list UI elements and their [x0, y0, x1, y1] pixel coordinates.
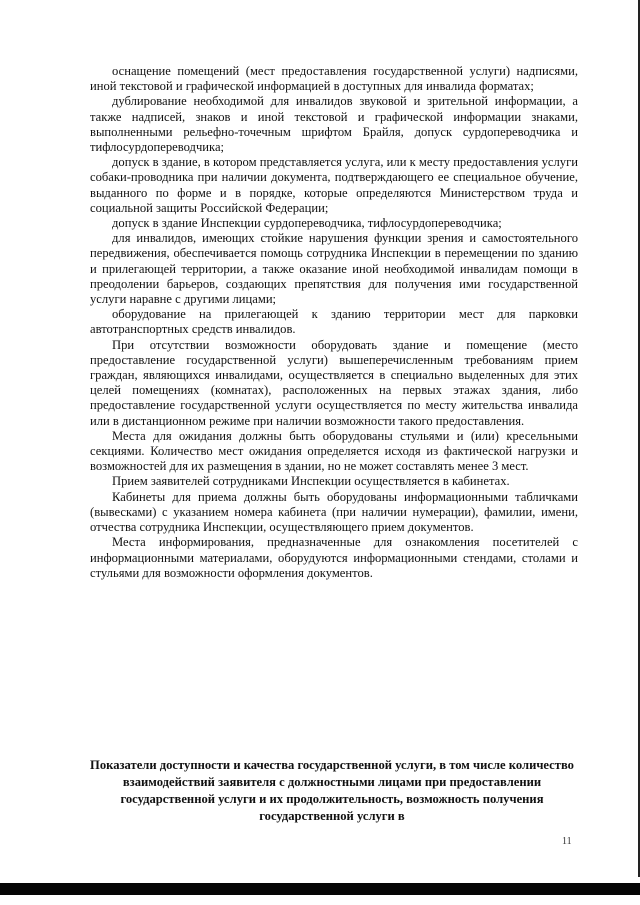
- paragraph: допуск в здание, в котором представляется услуга, или к месту предоставления услуги собаки-проводника при наличии документа, подтверждающего ее специальное обучение, выданного по форме и в порядке, которые определяются Министерством труда и социальной защиты Российской Федерации;: [90, 155, 578, 215]
- paragraph: допуск в здание Инспекции сурдопереводчика, тифлосурдопереводчика;: [112, 216, 502, 231]
- page-number: 11: [562, 836, 572, 847]
- scan-edge-bar: [0, 883, 640, 895]
- paragraph: При отсутствии возможности оборудовать здание и помещение (место предоставление государственной услуги) вышеперечисленным требованиям прием граждан, являющихся инвалидами, осуществляется в специально выделенных для этих целей помещениях (комнатах), расположенных на первых этажах здания, либо предоставление государственной услуги осуществляется по месту жительства инвалида или в дистанционном режиме при наличии возможности такого предоставления.: [90, 337, 578, 428]
- paragraph: оснащение помещений (мест предоставления государственной услуги) надписями, иной текстовой и графической информацией в доступных для инвалида форматах;: [90, 64, 578, 94]
- paragraph: Прием заявителей сотрудниками Инспекции осуществляется в кабинетах.: [112, 474, 510, 489]
- section-heading: Показатели доступности и качества государственной услуги, в том числе количество взаимодействий заявителя с должностными лицами при предоставлении государственной услуги и их продолжительность, возможность получения государственной услуги в: [90, 758, 574, 823]
- paragraph: Места информирования, предназначенные для ознакомления посетителей с информационными материалами, оборудуются информационными стендами, столами и стульями для возможности оформления документов.: [90, 535, 578, 580]
- paragraph: Кабинеты для приема должны быть оборудованы информационными табличками (вывесками) с указанием номера кабинета (при наличии нумерации), фамилии, имени, отчества сотрудника Инспекции, осуществляющего прием документов.: [90, 489, 578, 535]
- paragraph: Места для ожидания должны быть оборудованы стульями и (или) кресельными секциями. Количество мест ожидания определяется исходя из фактической нагрузки и возможностей для их размещения в здании, но не может составлять менее 3 мест.: [90, 428, 578, 474]
- body-text: [90, 64, 578, 581]
- scan-edge-bottom: [0, 877, 640, 905]
- paragraph: дублирование необходимой для инвалидов звуковой и зрительной информации, а также надписей, знаков и иной текстовой и графической информации знаками, выполненными рельефно-точечным шрифтом Брайля, допуск сурдопереводчика и тифлосурдопереводчика;: [90, 94, 578, 155]
- paragraph: оборудование на прилегающей к зданию территории мест для парковки автотранспортных средств инвалидов.: [90, 307, 578, 337]
- paragraph: для инвалидов, имеющих стойкие нарушения функции зрения и самостоятельного передвижения, обеспечивается помощь сотрудника Инспекции в перемещении по зданию и прилегающей территории, а также оказание иной необходимой инвалидам помощи в преодолении барьеров, создающих препятствия для получения ими государственной услуги наравне с другими лицами;: [90, 231, 578, 307]
